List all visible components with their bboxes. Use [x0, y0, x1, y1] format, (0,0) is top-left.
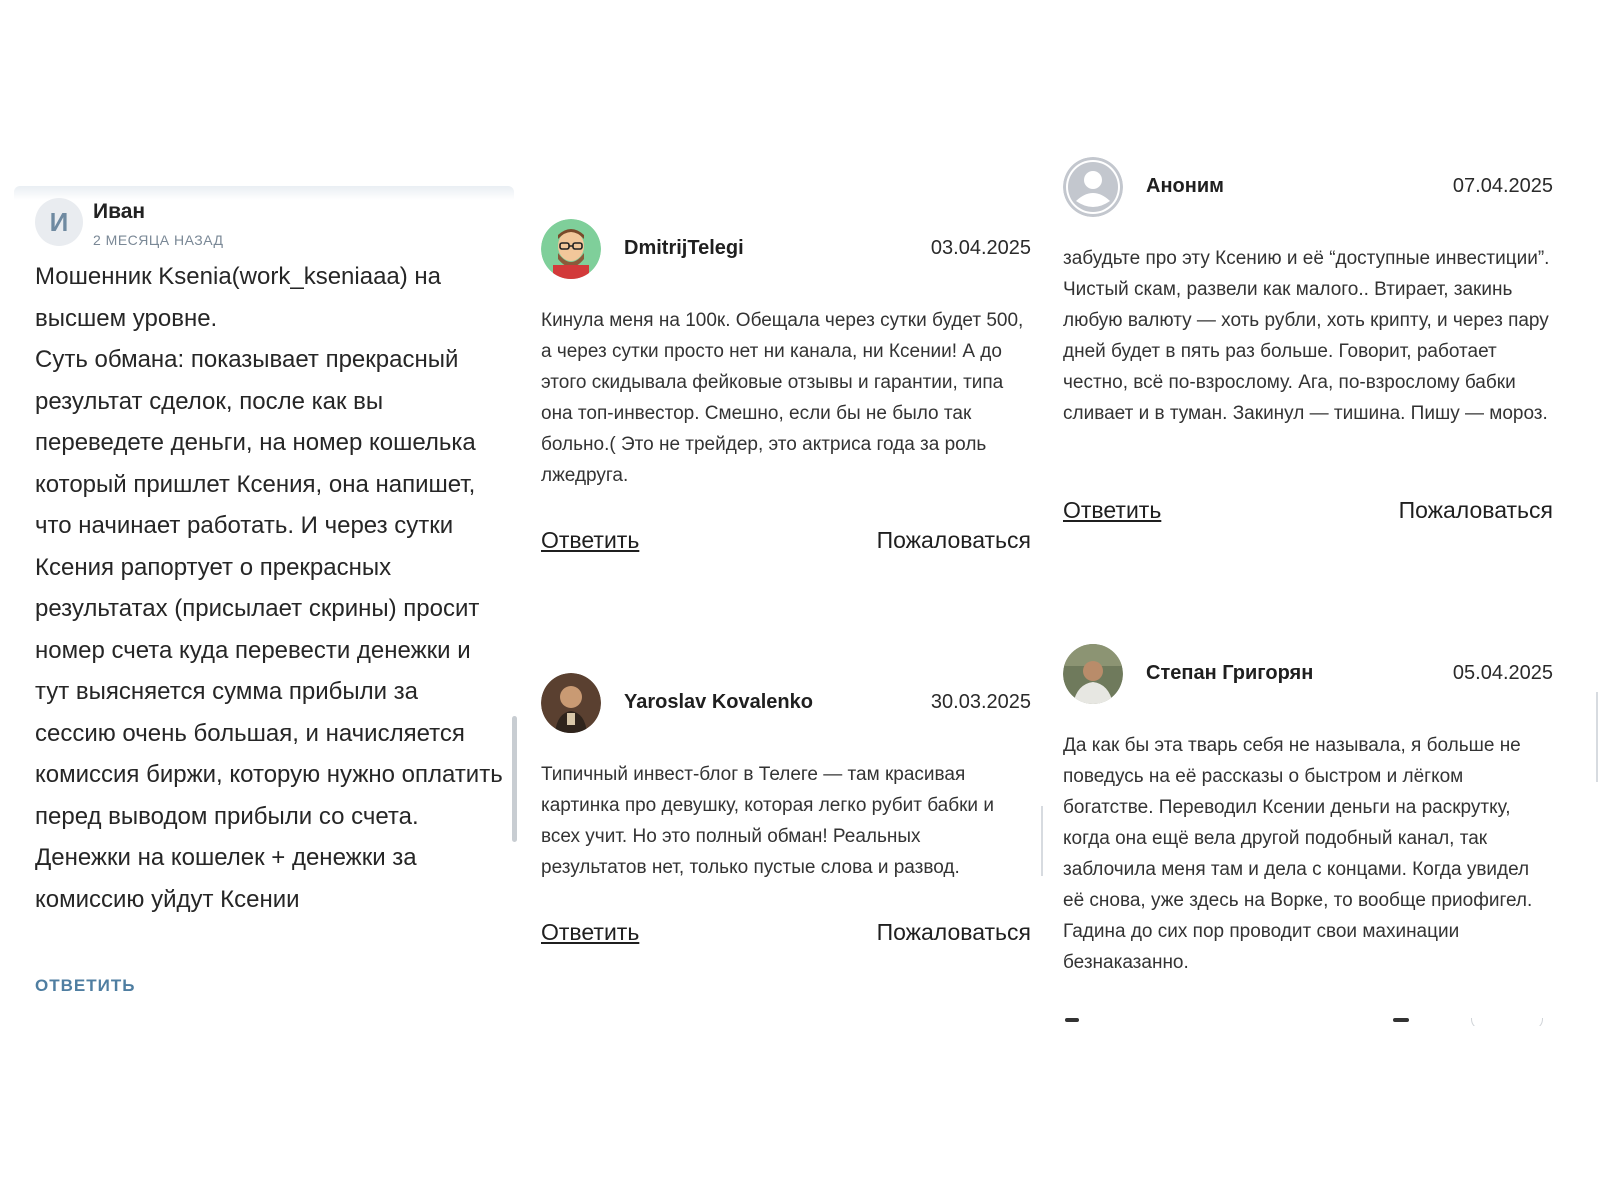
reply-link[interactable]: Ответить [541, 919, 640, 945]
comment-author: Иван [93, 200, 146, 223]
review-date: 05.04.2025 [1452, 662, 1553, 684]
reply-button[interactable]: ОТВЕТИТЬ [35, 976, 136, 995]
default-user-icon [1063, 157, 1123, 217]
divider [1041, 806, 1043, 876]
comment-time: 2 МЕСЯЦА НАЗАД [93, 232, 224, 248]
scrollbar[interactable] [512, 716, 517, 842]
reply-link[interactable]: Ответить [541, 527, 640, 553]
cut-off-actions [1063, 1018, 1553, 1026]
review-text: Кинула меня на 100к. Обещала через сутки будет 500, а через сутки просто нет ни канала, ни Ксении! А до этого скидывала фейковые отзывы и гарантии, типа она топ-инвестор. Смешно, если бы не было так больно.( Это не трейдер, это актриса года за роль лжедруга. [541, 310, 1024, 486]
report-link[interactable]: Пожаловаться [876, 527, 1031, 553]
cartoon-avatar-icon [541, 219, 601, 279]
reply-link[interactable]: Ответить [1063, 497, 1162, 523]
avatar: И [35, 198, 83, 246]
avatar [541, 673, 601, 733]
comment-ivan [14, 186, 514, 1026]
review-date: 07.04.2025 [1452, 175, 1553, 197]
review-text: забудьте про эту Ксению и её “доступные инвестиции”. Чистый скам, развели как малого.. Втирает, закинь любую валюту — хоть рубли, хоть крипту, и через пару дней будет в пять раз больше. Говорит, работает честно, всё по-взрослому. Ага, по-взрослому бабки сливает и в туман. Закинул — тишина. Пишу — мороз. [1063, 248, 1550, 424]
review-author: Аноним [1146, 175, 1224, 197]
review-text: Да как бы эта тварь себя не называла, я больше не поведусь на её рассказы о быстром и лёгком богатстве. Переводил Ксении деньги на раскрутку, когда она ещё вела другой подобный канал, так заблочила меня там и дела с концами. Когда увидел её снова, уже здесь на Ворке, то вообще приофигел. Гадина до сих пор проводит свои махинации безнаказанно. [1063, 735, 1533, 973]
review-date: 30.03.2025 [930, 691, 1031, 713]
avatar [1063, 644, 1123, 704]
report-link[interactable]: Пожаловаться [876, 919, 1031, 945]
review-text: Типичный инвест-блог в Телеге — там красивая картинка про девушку, которая легко рубит бабки и всех учит. Но это полный обман! Реальных результатов нет, только пустые слова и развод. [541, 764, 994, 878]
divider [1596, 692, 1598, 782]
review-author: Yaroslav Kovalenko [624, 691, 813, 713]
report-link[interactable]: Пожаловаться [1398, 497, 1553, 523]
panel-top-shadow [14, 186, 514, 200]
review-author: DmitrijTelegi [624, 237, 744, 259]
review-author: Степан Григорян [1146, 662, 1314, 684]
comment-text: Мошенник Ksenia(work_kseniaaa) на высшем уровне. Суть обмана: показывает прекрасный результат сделок, после как вы переведете деньги, на номер кошелька который пришлет Ксения, она напишет, что начинает работать. И через сутки Ксения рапортует о прекрасных результатах (присылает скрины) просит номер счета куда перевести денежки и тут выясняется сумма прибыли за сессию очень большая, и начисляется комиссия биржи, которую нужно оплатить перед выводом прибыли со счета. Денежки на кошелек + денежки за комиссию уйдут Ксении [35, 263, 503, 913]
review-date: 03.04.2025 [930, 237, 1031, 259]
